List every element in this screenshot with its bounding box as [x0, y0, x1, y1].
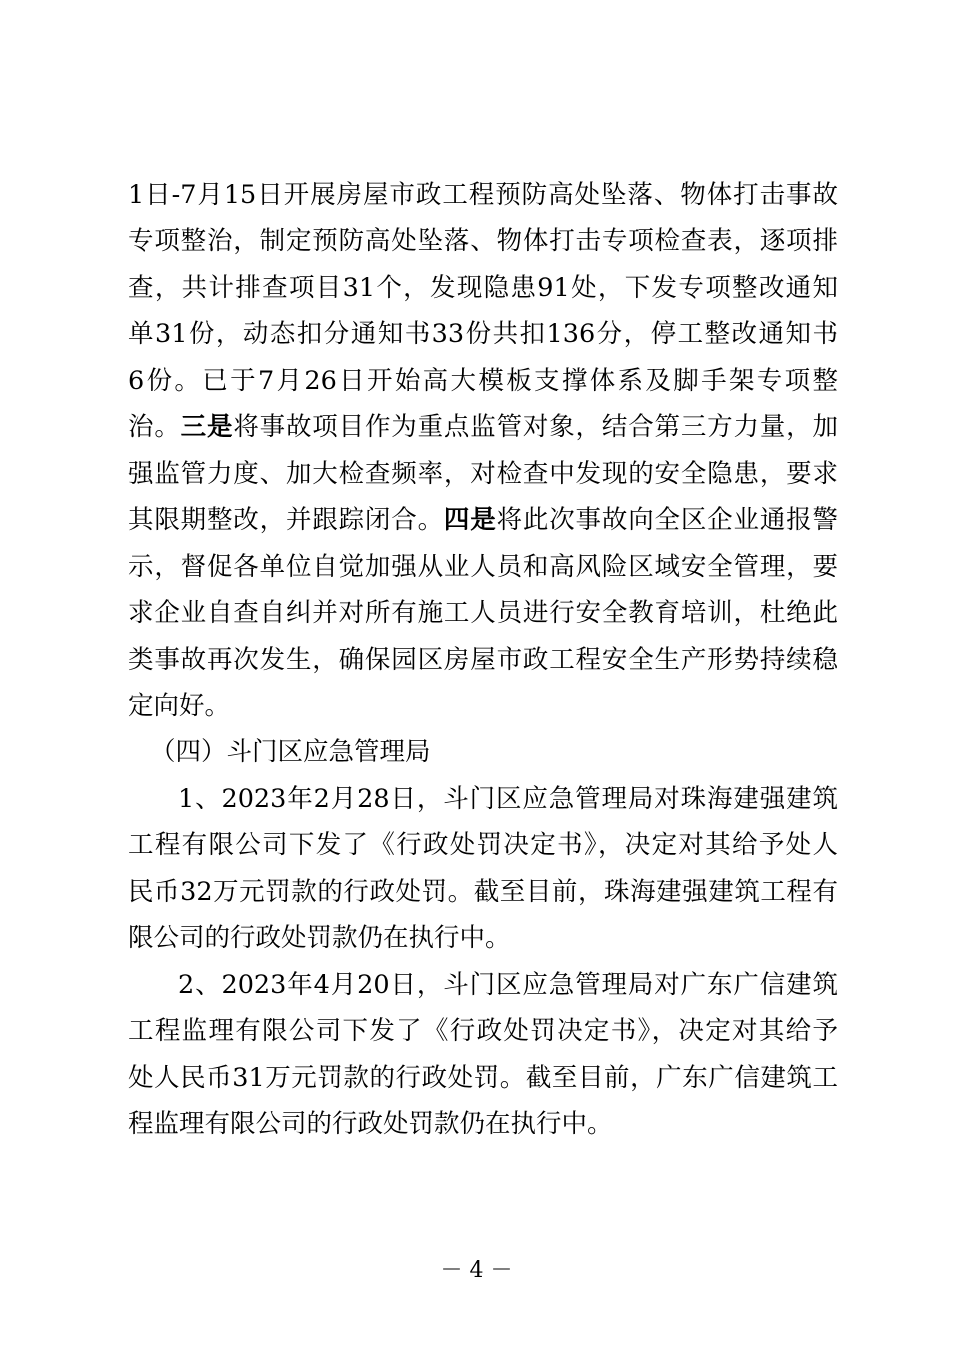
item-line: 1、2023年2月28日，斗门区应急管理局对珠海建强建筑 [178, 784, 838, 814]
paragraph-line: 类事故再次发生，确保园区房屋市政工程安全生产形势持续稳 [128, 645, 838, 675]
paragraph-line: 6份。已于7月26日开始高大模板支撑体系及脚手架专项整 [128, 366, 838, 396]
item-line: 工程有限公司下发了《行政处罚决定书》，决定对其给予处人 [128, 830, 838, 860]
paragraph-line: 1日-7月15日开展房屋市政工程预防高处坠落、物体打击事故 [128, 180, 838, 210]
paragraph-line: 查，共计排查项目31个，发现隐患91处，下发专项整改通知 [128, 273, 838, 303]
item-line: 限公司的行政处罚款仍在执行中。 [128, 923, 511, 953]
bold-keyword: 四是 [443, 505, 497, 535]
paragraph-line: 强监管力度、加大检查频率，对检查中发现的安全隐患，要求 [128, 459, 838, 489]
paragraph-line: 示，督促各单位自觉加强从业人员和高风险区域安全管理，要 [128, 552, 838, 582]
paragraph-line: 专项整治，制定预防高处坠落、物体打击专项检查表，逐项排 [128, 226, 838, 256]
paragraph-line [128, 497, 838, 543]
line-text: 治。 [128, 412, 181, 442]
page-number: － 4 － [440, 1258, 513, 1283]
paragraph-line: 单31份，动态扣分通知书33份共扣136分，停工整改通知书 [128, 319, 838, 349]
item-line: 处人民币31万元罚款的行政处罚。截至目前，广东广信建筑工 [128, 1063, 838, 1093]
item-line: 2、2023年4月20日，斗门区应急管理局对广东广信建筑 [178, 970, 838, 1000]
paragraph-line: 定向好。 [128, 691, 231, 721]
paragraph-line: 求企业自查自纠并对所有施工人员进行安全教育培训，杜绝此 [128, 598, 838, 628]
line-text: 将事故项目作为重点监管对象，结合第三方力量，加 [233, 412, 838, 442]
item-line: 程监理有限公司的行政处罚款仍在执行中。 [128, 1109, 613, 1139]
bold-keyword: 三是 [180, 412, 234, 442]
line-text: 其限期整改，并跟踪闭合。 [128, 505, 444, 535]
item-line: 民币32万元罚款的行政处罚。截至目前，珠海建强建筑工程有 [128, 877, 838, 907]
section-heading: （四）斗门区应急管理局 [150, 737, 431, 767]
paragraph-line [128, 404, 838, 450]
item-line: 工程监理有限公司下发了《行政处罚决定书》，决定对其给予 [128, 1016, 838, 1046]
line-text: 将此次事故向全区企业通报警 [496, 505, 838, 535]
